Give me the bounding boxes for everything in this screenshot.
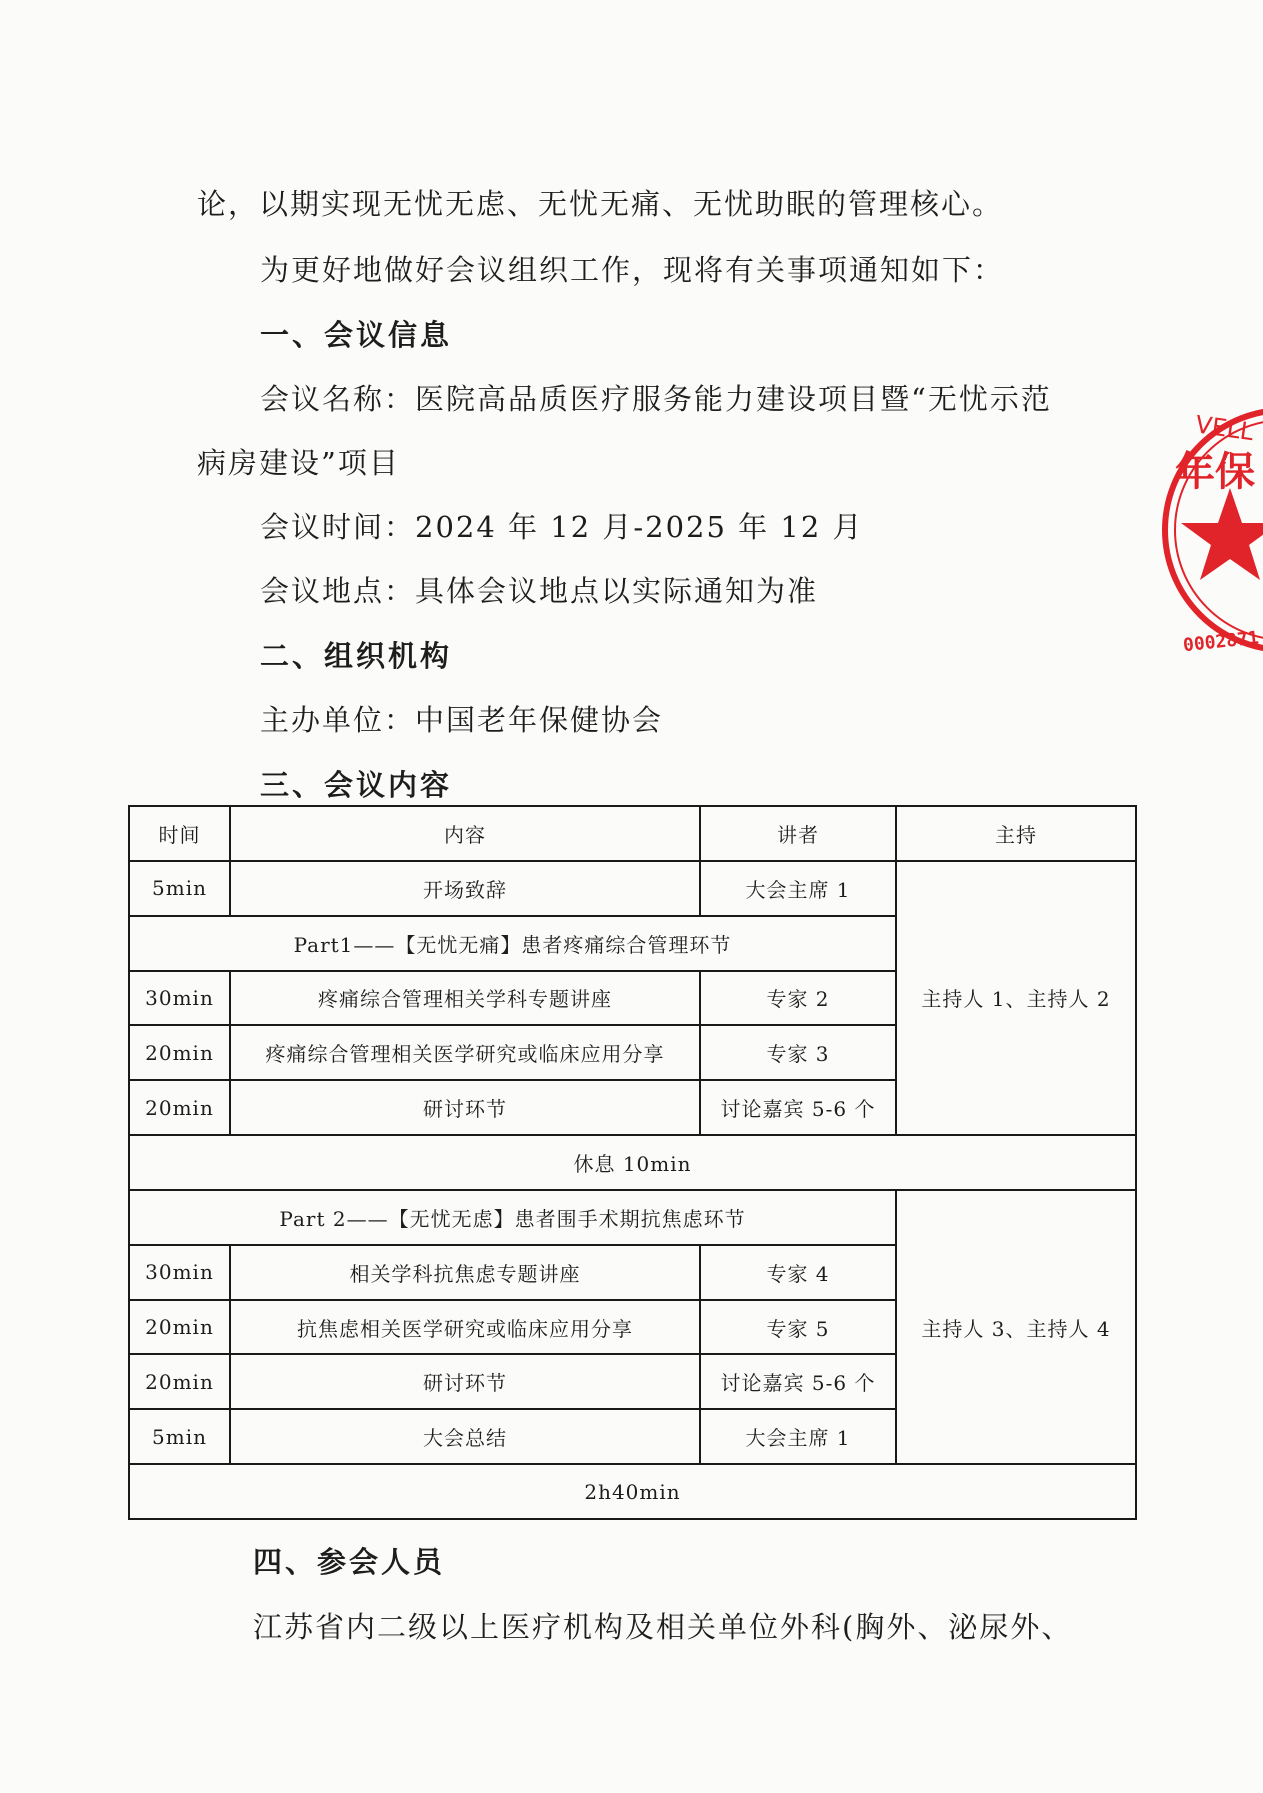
meeting-place: 会议地点：具体会议地点以实际通知为准	[260, 574, 819, 608]
table-break-row	[129, 1135, 1136, 1190]
attendees-text: 江苏省内二级以上医疗机构及相关单位外科(胸外、泌尿外、	[253, 1610, 1073, 1644]
cell-speaker: 大会主席 1	[700, 861, 896, 916]
cell-content: 相关学科抗焦虑专题讲座	[230, 1245, 700, 1300]
meeting-name-line1: 会议名称：医院高品质医疗服务能力建设项目暨“无忧示范	[260, 382, 1052, 416]
paragraph-conclusion: 论，以期实现无忧无虑、无忧无痛、无忧助眠的管理核心。	[197, 187, 1004, 221]
heading-attendees: 四、参会人员	[253, 1545, 446, 1579]
official-seal	[1155, 380, 1263, 680]
cell-speaker: 大会主席 1	[700, 1409, 896, 1464]
header-time: 时间	[129, 806, 230, 861]
cell-content: 研讨环节	[230, 1080, 700, 1135]
cell-time: 20min	[129, 1025, 230, 1080]
heading-meeting-info: 一、会议信息	[260, 318, 453, 352]
header-host: 主持	[896, 806, 1136, 861]
break-cell: 休息 10min	[129, 1135, 1136, 1190]
cell-speaker: 讨论嘉宾 5-6 个	[700, 1354, 896, 1409]
cell-time: 20min	[129, 1080, 230, 1135]
heading-meeting-content: 三、会议内容	[260, 768, 453, 802]
cell-time: 5min	[129, 1409, 230, 1464]
part2-title: Part 2——【无忧无虑】患者围手术期抗焦虑环节	[129, 1190, 896, 1245]
cell-content: 研讨环节	[230, 1354, 700, 1409]
cell-speaker: 讨论嘉宾 5-6 个	[700, 1080, 896, 1135]
cell-content: 开场致辞	[230, 861, 700, 916]
table-row	[129, 861, 1136, 916]
seal-star-icon	[1181, 488, 1263, 580]
paragraph-intro: 为更好地做好会议组织工作，现将有关事项通知如下：	[260, 253, 1005, 287]
header-content: 内容	[230, 806, 700, 861]
cell-speaker: 专家 4	[700, 1245, 896, 1300]
cell-host-part1: 主持人 1、主持人 2	[896, 861, 1136, 1135]
seal-text-mid: 年保	[1175, 448, 1255, 495]
cell-speaker: 专家 5	[700, 1300, 896, 1355]
host-organization: 主办单位：中国老年保健协会	[260, 703, 664, 737]
seal-serial: 0002871	[1182, 627, 1260, 657]
cell-time: 30min	[129, 1245, 230, 1300]
heading-organization: 二、组织机构	[260, 639, 453, 673]
cell-speaker: 专家 3	[700, 1025, 896, 1080]
cell-content: 疼痛综合管理相关医学研究或临床应用分享	[230, 1025, 700, 1080]
table-section-row	[129, 1190, 1136, 1245]
cell-time: 5min	[129, 861, 230, 916]
cell-time: 20min	[129, 1354, 230, 1409]
header-speaker: 讲者	[700, 806, 896, 861]
seal-text-top: VELL	[1193, 410, 1256, 447]
cell-content: 抗焦虑相关医学研究或临床应用分享	[230, 1300, 700, 1355]
cell-time: 30min	[129, 971, 230, 1026]
agenda-table	[128, 805, 1137, 1520]
cell-speaker: 专家 2	[700, 971, 896, 1026]
total-cell: 2h40min	[129, 1464, 1136, 1519]
meeting-time: 会议时间：2024 年 12 月-2025 年 12 月	[260, 510, 864, 544]
cell-time: 20min	[129, 1300, 230, 1355]
cell-host-part2: 主持人 3、主持人 4	[896, 1190, 1136, 1464]
meeting-name-line2: 病房建设”项目	[197, 446, 400, 480]
cell-content: 大会总结	[230, 1409, 700, 1464]
table-total-row	[129, 1464, 1136, 1519]
part1-title: Part1——【无忧无痛】患者疼痛综合管理环节	[129, 916, 896, 971]
cell-content: 疼痛综合管理相关学科专题讲座	[230, 971, 700, 1026]
table-header-row	[129, 806, 1136, 861]
